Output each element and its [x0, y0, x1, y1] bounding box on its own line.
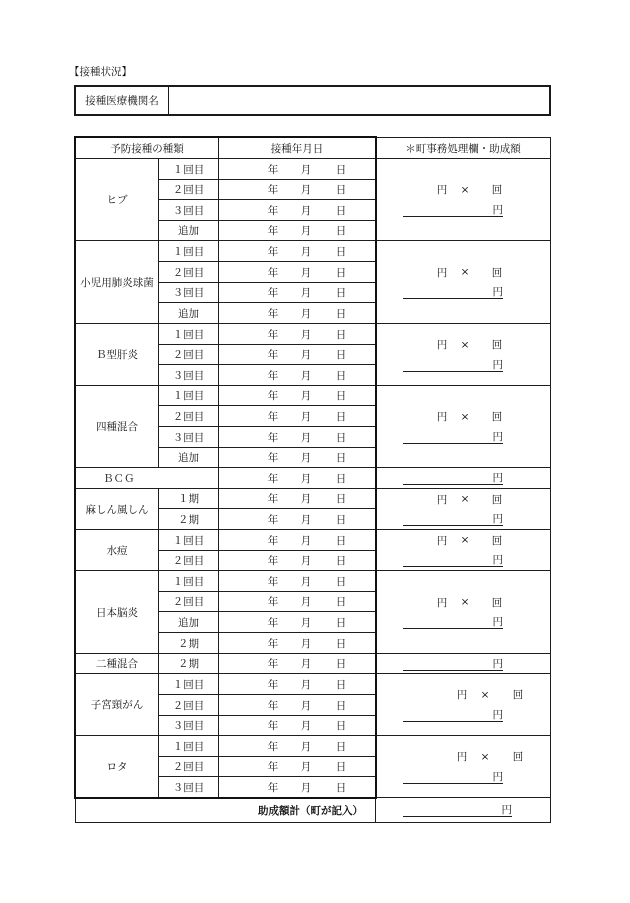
vaccine-name-cell — [75, 735, 159, 798]
rate-times-label: × — [480, 750, 490, 763]
subsidy-total-line — [376, 612, 550, 632]
vaccination-date-field — [218, 550, 376, 571]
vaccination-date-field — [218, 632, 376, 654]
dose-cell — [158, 488, 219, 509]
rate-times-label: × — [460, 596, 470, 608]
vaccination-date-field — [218, 653, 376, 674]
date-month-label: 月 — [300, 534, 312, 547]
vaccine-name-cell — [75, 158, 159, 241]
vaccination-table — [74, 136, 551, 823]
date-month-label: 月 — [300, 678, 312, 691]
subsidy-total-field: 円 — [403, 286, 503, 299]
dose-label: ３回目 — [172, 720, 205, 732]
dose-label: １回目 — [172, 390, 205, 402]
date-day-label: 日 — [335, 534, 347, 547]
rate-times-label: × — [460, 493, 470, 505]
dose-label: １期 — [178, 493, 199, 505]
date-month-label: 月 — [300, 369, 312, 382]
date-year-label: 年 — [267, 266, 279, 279]
subsidy-total-line — [376, 767, 550, 787]
rate-times-label: × — [460, 410, 470, 423]
date-month-label: 月 — [300, 720, 312, 732]
date-day-label: 日 — [335, 678, 347, 691]
vaccine-name-cell — [75, 323, 159, 386]
subsidy-total-field: 円 — [403, 513, 503, 526]
date-year-label: 年 — [267, 328, 279, 341]
date-day-label: 日 — [335, 596, 347, 608]
subsidy-rate-line — [376, 747, 550, 767]
date-year-label: 年 — [267, 575, 279, 588]
date-year-label: 年 — [267, 369, 279, 382]
date-month-label: 月 — [300, 287, 312, 299]
date-day-label: 日 — [335, 781, 347, 794]
date-year-label: 年 — [267, 596, 279, 608]
date-month-label: 月 — [300, 184, 312, 196]
vaccination-date-field — [218, 426, 376, 448]
subsidy-total-field: 円 — [403, 472, 503, 485]
rate-yen-label: 円 — [436, 596, 448, 609]
date-month-label: 月 — [300, 761, 312, 773]
date-month-label: 月 — [300, 740, 312, 753]
date-year-label: 年 — [267, 699, 279, 712]
date-day-label: 日 — [335, 472, 347, 485]
dose-label: 追加 — [178, 452, 199, 464]
date-day-label: 日 — [335, 287, 347, 299]
subsidy-total-line — [376, 550, 550, 570]
vaccination-date-field — [218, 735, 376, 757]
subsidy-rate-line — [376, 530, 550, 550]
subsidy-rate-line — [376, 262, 550, 282]
date-day-label: 日 — [335, 266, 347, 279]
vaccination-date-field — [218, 179, 376, 200]
subsidy-total-field: 円 — [403, 616, 503, 629]
subsidy-total-field: 円 — [403, 709, 503, 722]
dose-cell — [158, 426, 219, 448]
vaccine-name: ＢＣＧ — [103, 472, 135, 485]
date-month-label: 月 — [300, 452, 312, 464]
date-month-label: 月 — [300, 575, 312, 588]
subsidy-cell — [375, 385, 551, 468]
subsidy-total-line — [376, 200, 550, 220]
subsidy-rate-line — [376, 335, 550, 355]
dose-cell — [158, 529, 219, 551]
header-vaccine-type: 予防接種の種類 — [110, 142, 184, 155]
subsidy-total-field: 円 — [403, 658, 503, 671]
date-month-label: 月 — [300, 431, 312, 444]
vaccine-name: ロタ — [106, 761, 128, 773]
rate-times-label: × — [460, 338, 470, 351]
dose-label: ２回目 — [172, 349, 205, 361]
dose-cell — [158, 447, 219, 468]
dose-label: ３回目 — [172, 781, 205, 794]
dose-label: １回目 — [172, 245, 205, 258]
dose-cell — [158, 344, 219, 365]
subsidy-total-field: 円 — [403, 431, 503, 444]
date-year-label: 年 — [267, 678, 279, 691]
date-year-label: 年 — [267, 720, 279, 732]
vaccination-date-field — [218, 405, 376, 427]
date-day-label: 日 — [335, 349, 347, 361]
date-day-label: 日 — [335, 225, 347, 237]
header-date-cell — [218, 137, 376, 159]
vaccination-date-field — [218, 715, 376, 736]
dose-label: １回目 — [172, 328, 205, 341]
dose-cell — [158, 632, 219, 654]
institution-label: 接種医療機関名 — [85, 95, 159, 107]
rate-count-label: 回 — [491, 266, 503, 279]
date-month-label: 月 — [300, 472, 312, 485]
date-day-label: 日 — [335, 720, 347, 732]
rate-yen-label: 円 — [436, 184, 448, 196]
header-office-cell — [375, 137, 551, 159]
subsidy-total-line — [376, 427, 550, 447]
vaccine-name-cell — [75, 673, 159, 736]
date-day-label: 日 — [335, 307, 347, 320]
vaccine-name-cell — [75, 240, 159, 324]
dose-label: ２回目 — [172, 410, 205, 423]
subsidy-total-field: 円 — [403, 359, 503, 372]
vaccine-name: Ｂ型肝炎 — [96, 349, 138, 361]
rate-times-label: × — [460, 266, 470, 278]
date-year-label: 年 — [267, 472, 279, 485]
vaccine-name: 水痘 — [106, 544, 128, 557]
dose-cell — [158, 715, 219, 736]
institution-label-cell — [76, 87, 169, 114]
dose-cell — [158, 653, 219, 674]
vaccine-name-cell — [75, 570, 159, 654]
subsidy-cell — [375, 673, 551, 736]
dose-cell — [158, 199, 219, 221]
date-day-label: 日 — [335, 369, 347, 382]
dose-cell — [158, 776, 219, 798]
dose-cell — [158, 756, 219, 777]
vaccination-date-field — [218, 447, 376, 468]
date-year-label: 年 — [267, 761, 279, 773]
vaccine-name: 日本脳炎 — [96, 606, 138, 619]
date-year-label: 年 — [267, 307, 279, 320]
date-year-label: 年 — [267, 287, 279, 299]
dose-label: ２回目 — [172, 555, 205, 567]
dose-label: ２回目 — [172, 184, 205, 196]
subsidy-total-line — [376, 509, 550, 529]
date-day-label: 日 — [335, 184, 347, 196]
institution-name-field — [169, 87, 549, 114]
date-day-label: 日 — [335, 163, 347, 176]
dose-label: ３回目 — [172, 204, 205, 217]
vaccination-date-field — [218, 323, 376, 345]
vaccination-date-field — [218, 508, 376, 530]
date-month-label: 月 — [300, 637, 312, 650]
date-month-label: 月 — [300, 307, 312, 320]
dose-label: ３回目 — [172, 369, 205, 382]
footer-total-field: 円 — [403, 804, 512, 817]
dose-label: ２期 — [178, 658, 199, 670]
vaccination-date-field — [218, 756, 376, 777]
date-day-label: 日 — [335, 431, 347, 444]
date-year-label: 年 — [267, 163, 279, 176]
footer-label: 助成額計（町が記入） — [258, 804, 363, 817]
subsidy-cell — [375, 735, 551, 798]
vaccination-date-field — [218, 220, 376, 241]
rate-times-label: × — [480, 688, 490, 701]
footer-label-cell — [75, 797, 376, 823]
date-month-label: 月 — [300, 349, 312, 361]
date-year-label: 年 — [267, 555, 279, 567]
vaccination-date-field — [218, 591, 376, 612]
dose-cell — [158, 508, 219, 530]
vaccine-name-cell — [75, 385, 159, 468]
date-year-label: 年 — [267, 740, 279, 753]
date-month-label: 月 — [300, 390, 312, 402]
dose-cell — [158, 570, 219, 592]
dose-label: ２期 — [178, 637, 199, 650]
vaccination-date-field — [218, 694, 376, 716]
date-month-label: 月 — [300, 781, 312, 794]
header-type-cell — [75, 137, 219, 159]
date-month-label: 月 — [300, 245, 312, 258]
subsidy-cell — [375, 570, 551, 654]
dose-cell — [158, 240, 219, 262]
dose-cell — [158, 364, 219, 386]
date-day-label: 日 — [335, 328, 347, 341]
section-title: 【接種状況】 — [69, 66, 132, 78]
vaccination-date-field — [218, 488, 376, 509]
rate-yen-label: 円 — [456, 689, 468, 701]
subsidy-total-field: 円 — [403, 771, 503, 784]
subsidy-cell — [375, 158, 551, 241]
dose-label: ３回目 — [172, 431, 205, 444]
date-month-label: 月 — [300, 225, 312, 237]
subsidy-rate-line — [376, 489, 550, 509]
subsidy-total-line — [376, 355, 550, 375]
rate-count-label: 回 — [491, 339, 503, 351]
header-vaccination-date: 接種年月日 — [270, 142, 324, 155]
dose-label: １回目 — [172, 534, 205, 547]
institution-box — [74, 85, 551, 116]
dose-label: ２期 — [178, 513, 199, 526]
vaccine-name: 四種混合 — [96, 421, 138, 433]
vaccine-name: ヒブ — [106, 194, 128, 206]
dose-cell — [158, 385, 219, 406]
rate-count-label: 回 — [491, 534, 503, 547]
vaccine-name: 子宮頸がん — [90, 699, 144, 711]
date-month-label: 月 — [300, 658, 312, 670]
rate-times-label: × — [460, 534, 470, 546]
rate-yen-label: 円 — [436, 339, 448, 351]
vaccination-date-field — [218, 385, 376, 406]
subsidy-total-field: 円 — [403, 204, 503, 217]
date-day-label: 日 — [335, 245, 347, 258]
date-day-label: 日 — [335, 761, 347, 773]
vaccination-date-field — [218, 344, 376, 365]
dose-cell — [158, 302, 219, 324]
date-day-label: 日 — [335, 740, 347, 753]
dose-label: １回目 — [172, 163, 205, 176]
vaccination-date-field — [218, 776, 376, 798]
date-month-label: 月 — [300, 699, 312, 712]
date-day-label: 日 — [335, 513, 347, 526]
dose-label: ２回目 — [172, 266, 205, 279]
dose-cell — [158, 220, 219, 241]
date-day-label: 日 — [335, 658, 347, 670]
vaccination-date-field — [218, 611, 376, 633]
subsidy-cell — [375, 488, 551, 530]
date-year-label: 年 — [267, 390, 279, 402]
rate-count-label: 回 — [512, 751, 524, 763]
date-year-label: 年 — [267, 349, 279, 361]
dose-label: １回目 — [172, 740, 205, 753]
date-year-label: 年 — [267, 513, 279, 526]
vaccine-name: 二種混合 — [96, 658, 138, 670]
vaccine-name-cell — [75, 529, 159, 571]
date-month-label: 月 — [300, 555, 312, 567]
rate-times-label: × — [460, 183, 470, 196]
rate-count-label: 回 — [491, 493, 503, 506]
rate-yen-label: 円 — [436, 266, 448, 279]
date-day-label: 日 — [335, 637, 347, 650]
date-month-label: 月 — [300, 493, 312, 505]
rate-yen-label: 円 — [436, 534, 448, 547]
vaccine-name: 小児用肺炎球菌 — [80, 276, 154, 289]
date-day-label: 日 — [335, 452, 347, 464]
rate-count-label: 回 — [512, 689, 524, 701]
subsidy-total-line — [376, 705, 550, 725]
subsidy-rate-line — [376, 592, 550, 612]
date-month-label: 月 — [300, 328, 312, 341]
subsidy-total-line — [376, 654, 550, 674]
dose-cell — [158, 694, 219, 716]
dose-cell — [158, 261, 219, 283]
subsidy-cell — [375, 529, 551, 571]
dose-cell — [158, 405, 219, 427]
date-year-label: 年 — [267, 410, 279, 423]
vaccination-date-field — [218, 302, 376, 324]
date-day-label: 日 — [335, 616, 347, 629]
subsidy-cell — [375, 323, 551, 386]
date-day-label: 日 — [335, 555, 347, 567]
date-year-label: 年 — [267, 184, 279, 196]
subsidy-cell — [375, 240, 551, 324]
vaccine-name-cell — [75, 653, 159, 674]
date-day-label: 日 — [335, 575, 347, 588]
dose-label: ２回目 — [172, 699, 205, 712]
date-year-label: 年 — [267, 658, 279, 670]
dose-label: ２回目 — [172, 761, 205, 773]
subsidy-rate-line — [376, 180, 550, 200]
vaccination-date-field — [218, 364, 376, 386]
date-year-label: 年 — [267, 245, 279, 258]
vaccination-date-field — [218, 570, 376, 592]
dose-cell — [158, 323, 219, 345]
date-day-label: 日 — [335, 699, 347, 712]
dose-cell — [158, 158, 219, 180]
date-year-label: 年 — [267, 493, 279, 505]
vaccination-date-field — [218, 158, 376, 180]
vaccine-name-cell — [75, 467, 219, 489]
date-year-label: 年 — [267, 431, 279, 444]
vaccination-date-field — [218, 467, 376, 489]
dose-cell — [158, 611, 219, 633]
date-month-label: 月 — [300, 204, 312, 217]
vaccine-name: 麻しん風しん — [85, 503, 149, 516]
subsidy-total-line — [376, 468, 550, 488]
dose-cell — [158, 179, 219, 200]
rate-count-label: 回 — [491, 596, 503, 609]
rate-yen-label: 円 — [456, 751, 468, 763]
date-year-label: 年 — [267, 781, 279, 794]
footer-subsidy-cell — [375, 797, 551, 823]
date-day-label: 日 — [335, 410, 347, 423]
rate-count-label: 回 — [491, 411, 503, 423]
date-year-label: 年 — [267, 534, 279, 547]
subsidy-rate-line — [376, 685, 550, 705]
dose-label: 追加 — [178, 307, 199, 320]
subsidy-cell — [375, 653, 551, 674]
vaccination-date-field — [218, 240, 376, 262]
date-day-label: 日 — [335, 390, 347, 402]
rate-yen-label: 円 — [436, 493, 448, 506]
date-day-label: 日 — [335, 204, 347, 217]
rate-yen-label: 円 — [436, 411, 448, 423]
date-month-label: 月 — [300, 513, 312, 526]
subsidy-total-field: 円 — [403, 554, 503, 567]
subsidy-rate-line — [376, 407, 550, 427]
dose-label: ２回目 — [172, 596, 205, 608]
date-year-label: 年 — [267, 225, 279, 237]
date-month-label: 月 — [300, 616, 312, 629]
vaccination-date-field — [218, 673, 376, 695]
date-month-label: 月 — [300, 266, 312, 279]
date-year-label: 年 — [267, 616, 279, 629]
vaccination-date-field — [218, 282, 376, 303]
date-month-label: 月 — [300, 410, 312, 423]
date-month-label: 月 — [300, 596, 312, 608]
subsidy-total-line — [376, 282, 550, 302]
dose-label: １回目 — [172, 678, 205, 691]
vaccination-date-field — [218, 529, 376, 551]
dose-label: ３回目 — [172, 287, 205, 299]
date-day-label: 日 — [335, 493, 347, 505]
rate-count-label: 回 — [491, 184, 503, 196]
subsidy-cell — [375, 467, 551, 489]
dose-label: 追加 — [178, 225, 199, 237]
vaccination-date-field — [218, 261, 376, 283]
date-year-label: 年 — [267, 452, 279, 464]
dose-label: 追加 — [178, 616, 199, 629]
dose-cell — [158, 673, 219, 695]
dose-cell — [158, 282, 219, 303]
header-office-use: ＊町事務処理欄・助成額 — [405, 142, 521, 155]
footer-total-line — [376, 800, 550, 820]
dose-cell — [158, 550, 219, 571]
dose-cell — [158, 591, 219, 612]
date-year-label: 年 — [267, 637, 279, 650]
vaccine-name-cell — [75, 488, 159, 530]
dose-label: １回目 — [172, 575, 205, 588]
vaccination-date-field — [218, 199, 376, 221]
date-month-label: 月 — [300, 163, 312, 176]
date-year-label: 年 — [267, 204, 279, 217]
dose-cell — [158, 735, 219, 757]
